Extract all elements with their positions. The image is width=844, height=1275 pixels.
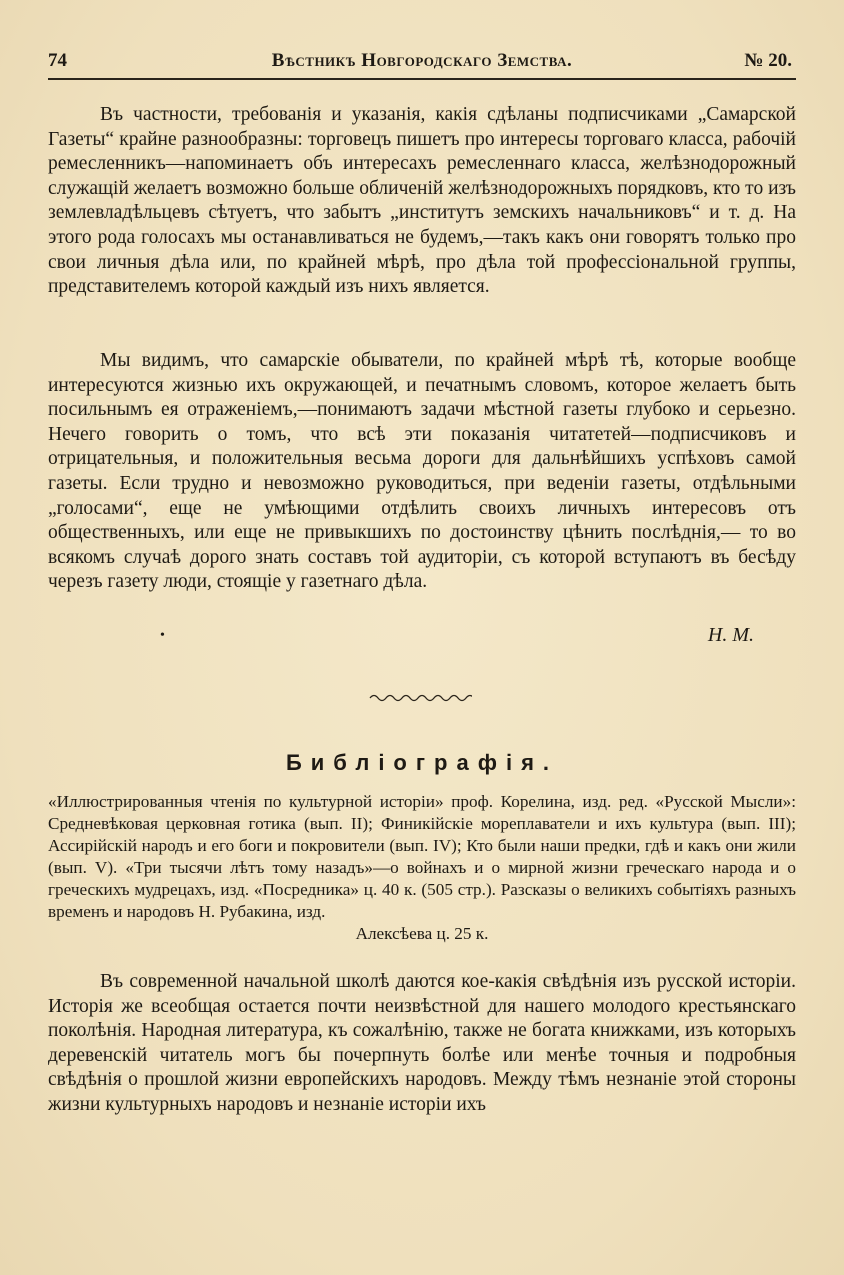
section-title: Библіографія. (285, 750, 559, 775)
journal-title: Вѣстникъ Новгородскаго Земства. (271, 50, 573, 71)
running-header (48, 50, 796, 76)
wavy-divider (368, 688, 472, 708)
header-rule (48, 78, 796, 80)
review-paragraph-1: Въ современной начальной школѣ даются кое-какія свѣдѣнія изъ русской исторіи. Исторія же всеобщая остается почти неизвѣстной для нашего молодого крестьянскаго поколѣнія. Народная литература, къ сожалѣнію, также не богата книжками, изъ которыхъ деревенскій читатель могъ бы почерпнуть болѣе или менѣе точныя и подробныя свѣдѣнія о прошлой жизни европейскихъ народовъ. Между тѣмъ незнаніе этой стороны жизни культурныхъ народовъ и незнаніе исторіи ихъ (48, 971, 796, 1115)
bibliography-entry (48, 791, 796, 945)
article-paragraph-2-block (48, 349, 796, 595)
article-paragraph-1-block (48, 103, 796, 300)
review-paragraph-block (48, 970, 796, 1118)
stray-mark: • (160, 628, 165, 643)
bibliography-price-line: Алексѣева ц. 25 к. (355, 924, 489, 943)
page-number: 74 (48, 50, 67, 71)
article-paragraph-2: Мы видимъ, что самарскіе обыватели, по крайней мѣрѣ тѣ, которые вообще интересуются жизнью ихъ окружающей, и печатнымъ словомъ, которое желаетъ быть посильнымъ ея отраженіемъ,—понимаютъ задачи мѣстной газеты глубоко и серьезно. Нечего говорить о томъ, что всѣ эти показанія читатетей—подписчиковъ и отрицательныя, и положительныя весьма дороги для дальнѣйшихъ успѣховъ самой газеты. Если трудно и невозможно руководиться, при веденіи газеты, отдѣльными „голосами“, еще не умѣющими отдѣлить своихъ личныхъ интересовъ отъ общественныхъ, или еще не привыкшихъ по достоинству цѣнить послѣднія,— то во всякомъ случаѣ дорого знать составъ той аудиторіи, съ которой вступаютъ въ бесѣду черезъ газету люди, стоящіе у газетнаго дѣла. (48, 350, 796, 593)
author-signature: Н. М. (707, 624, 754, 646)
issue-number: № 20. (744, 50, 792, 71)
article-paragraph-1: Въ частности, требованія и указанія, какія сдѣланы подписчиками „Самарской Газеты“ крайне разнообразны: торговецъ пишетъ про интересы торговаго класса, рабочій ремесленникъ—напоминаетъ объ интересахъ ремесленнаго класса, желѣзнодорожный служащій желаетъ возможно больше обличеній желѣзнодорожныхъ порядковъ, кто то изъ землевладѣльцевъ сѣтуетъ, что забытъ „институтъ земскихъ начальниковъ“ и т. д. На этого рода голосахъ мы останавливаться не будемъ,—такъ какъ они говорятъ только про свои личныя дѣла или, по крайней мѣрѣ, про дѣла той профессіональной группы, представителемъ которой каждый изъ нихъ является. (48, 104, 796, 298)
bibliography-text: «Иллюстрированныя чтенія по культурной исторіи» проф. Корелина, изд. ред. «Русской Мысли»: Средневѣковая церковная готика (вып. II); Финикійскіе мореплаватели и ихъ культура (вып. III); Ассирійскій народъ и его боги и покровители (вып. IV); Кто были наши предки, гдѣ и какъ они жили (вып. V). «Три тысячи лѣтъ тому назадъ»—о войнахъ и о мирной жизни греческаго народа и о греческихъ мудрецахъ, изд. «Посредника» ц. 40 к. (505 стр.). Разсказы о великихъ событіяхъ разныхъ временъ и народовъ Н. Рубакина, изд. (48, 792, 796, 921)
